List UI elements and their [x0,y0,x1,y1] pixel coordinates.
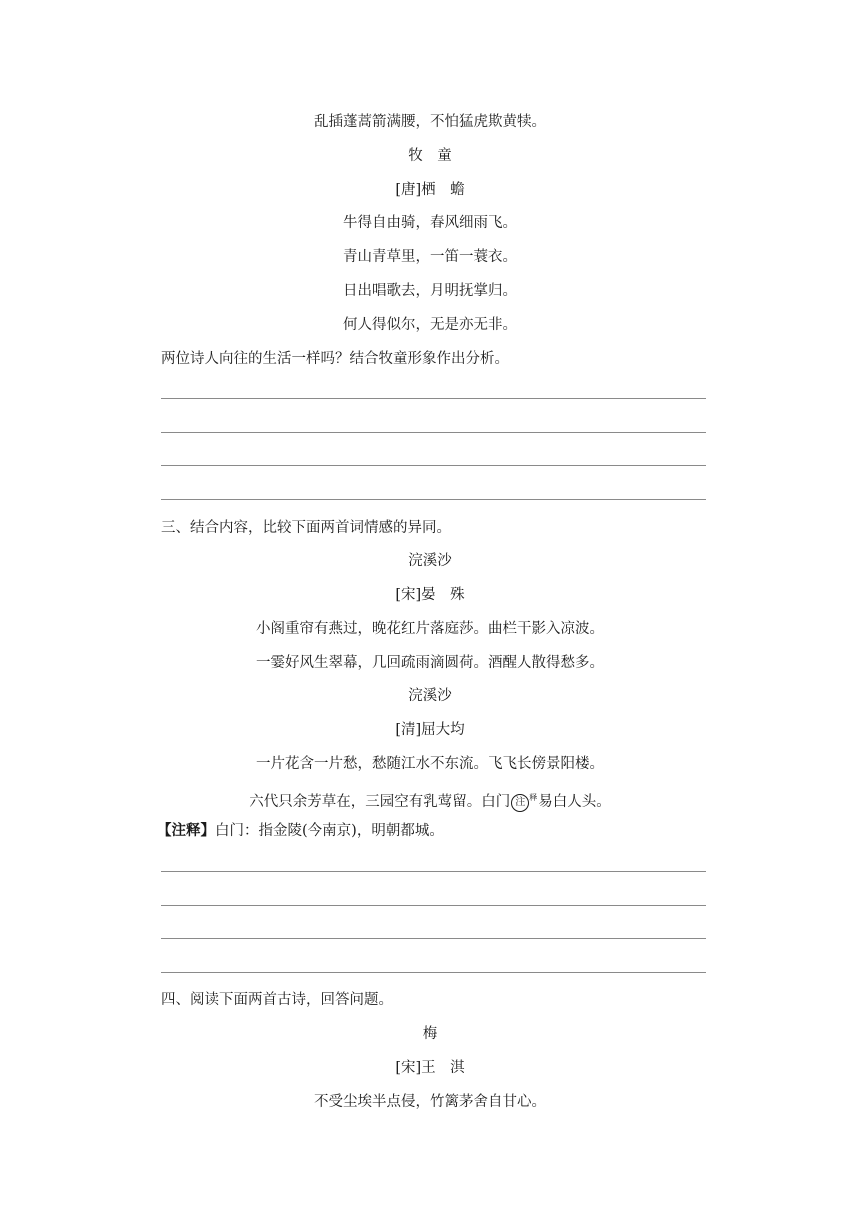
annotation-line [157,821,444,841]
answer-line[interactable] [161,432,706,433]
poem2-title: 牧 童 [408,148,452,164]
poem2-line-2: 青山青草里，一笛一蓑衣。 [343,249,517,265]
answer-line[interactable] [161,465,706,466]
poemB-title: 浣溪沙 [408,688,452,704]
question2-text: 两位诗人向往的生活一样吗？结合牧童形象作出分析。 [161,351,509,367]
answer-line[interactable] [161,905,706,906]
poemA-title: 浣溪沙 [408,553,452,569]
poemA-author: [宋]晏 殊 [395,587,465,603]
answer-line[interactable] [161,938,706,939]
poem4-line-1: 不受尘埃半点侵，竹篱茅舍自甘心。 [314,1094,546,1110]
poemB-line-2-before: 六代只余芳草在，三园空有乳莺留。白门 [249,794,511,810]
note-marker-sup: 释 [529,793,538,802]
annotation-text: 白门：指金陵(今南京)，明朝都城。 [215,823,444,839]
poemB-line-1: 一片花含一片愁，愁随江水不东流。飞飞长傍景阳楼。 [256,756,604,772]
section4-heading: 四、阅读下面两首古诗，回答问题。 [161,992,393,1008]
answer-line[interactable] [161,972,706,973]
poem2-line-1: 牛得自由骑，春风细雨飞。 [343,215,517,231]
poemA-line-2: 一霎好风生翠幕，几回疏雨滴圆荷。酒醒人散得愁多。 [256,655,604,671]
poem2-line-4: 何人得似尔，无是亦无非。 [343,317,517,333]
answer-line[interactable] [161,499,706,500]
poem2-author: [唐]栖 蟾 [395,182,465,198]
poemA-line-1: 小阁重帘有燕过，晚花红片落庭莎。曲栏干影入凉波。 [256,621,604,637]
poemB-line-2-after: 易白人头。 [538,794,611,810]
note-marker-icon: 注 [511,794,529,812]
poem1-tail-line: 乱插蓬蒿箭满腰，不怕猛虎欺黄犊。 [314,114,546,130]
answer-line[interactable] [161,398,706,399]
poemB-author: [清]屈大均 [395,722,465,738]
section3-heading: 三、结合内容，比较下面两首词情感的异同。 [161,520,451,536]
poem2-line-3: 日出唱歌去，月明抚掌归。 [343,283,517,299]
annotation-label: 【注释】 [157,822,215,839]
answer-line[interactable] [161,871,706,872]
poemB-line-2 [0,788,860,812]
poem4-author: [宋]王 淇 [395,1060,465,1076]
poem4-title: 梅 [422,1026,438,1042]
